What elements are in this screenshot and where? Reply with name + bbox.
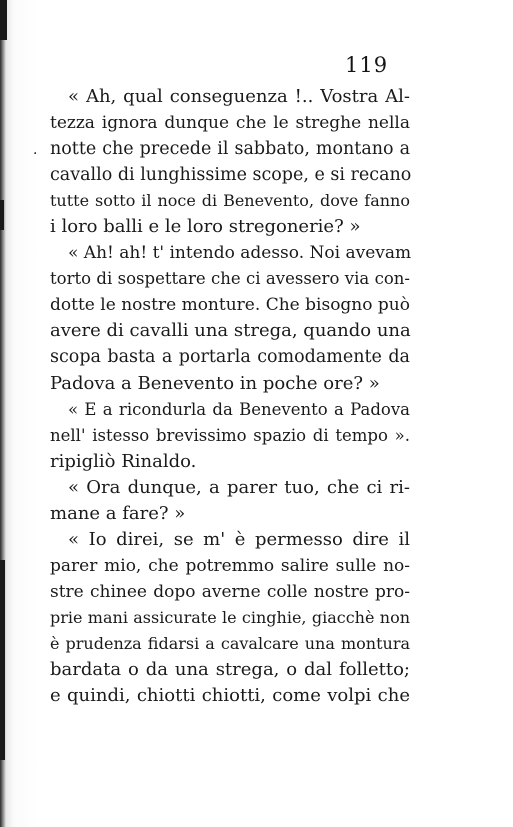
text-line: notte che precede il sabbato, montano a	[50, 139, 410, 160]
page-number: 119	[345, 53, 389, 77]
text-line: cavallo di lunghissime scope, e si recano	[50, 165, 412, 186]
text-line: i loro balli e le loro stregonerie? »	[50, 216, 361, 238]
spine-shadow	[0, 0, 7, 40]
body-text	[50, 84, 410, 709]
text-line: scopa basta a portarla comodamente da	[50, 347, 410, 368]
text-line: mane a fare? »	[50, 502, 186, 524]
text-line: « E a ricondurla da Benevento a Padova	[68, 399, 410, 419]
spine-shadow	[0, 560, 5, 760]
text-line: torto di sospettare che ci avessero via con-	[50, 269, 410, 289]
text-line: stre chinee dopo averne colle nostre pro-	[50, 581, 410, 602]
text-line: Padova a Benevento in poche ore? »	[50, 372, 380, 394]
text-line: è prudenza fidarsi a cavalcare una montura	[50, 633, 410, 653]
text-line: avere di cavalli una strega, quando una	[50, 320, 411, 342]
text-line: prie mani assicurate le cinghie, giacchè non	[50, 607, 410, 627]
text-line: nell' istesso brevissimo spazio di tempo ».	[50, 425, 410, 445]
text-line: tutte sotto il noce di Benevento, dove fanno	[50, 191, 410, 211]
spine-shadow	[0, 200, 4, 230]
text-line: « Ah! ah! t' intendo adesso. Noi avevam	[68, 243, 412, 264]
text-line: « Ora dunque, a parer tuo, che ci ri-	[68, 476, 410, 498]
text-line: « Ah, qual conseguenza !.. Vostra Al-	[68, 86, 410, 107]
text-line: ripigliò Rinaldo.	[50, 450, 197, 472]
text-line: e quindi, chiotti chiotti, come volpi che	[50, 685, 410, 707]
text-line: dotte le nostre monture. Che bisogno può	[50, 295, 410, 316]
text-line: « Io direi, se m' è permesso dire il	[68, 528, 410, 550]
text-line: tezza ignora dunque che le streghe nella	[50, 113, 410, 134]
margin-speck: ·	[33, 146, 38, 162]
text-line: bardata o da una strega, o dal folletto;	[50, 659, 410, 681]
text-line: parer mio, che potremmo salire sulle no-	[50, 555, 410, 576]
